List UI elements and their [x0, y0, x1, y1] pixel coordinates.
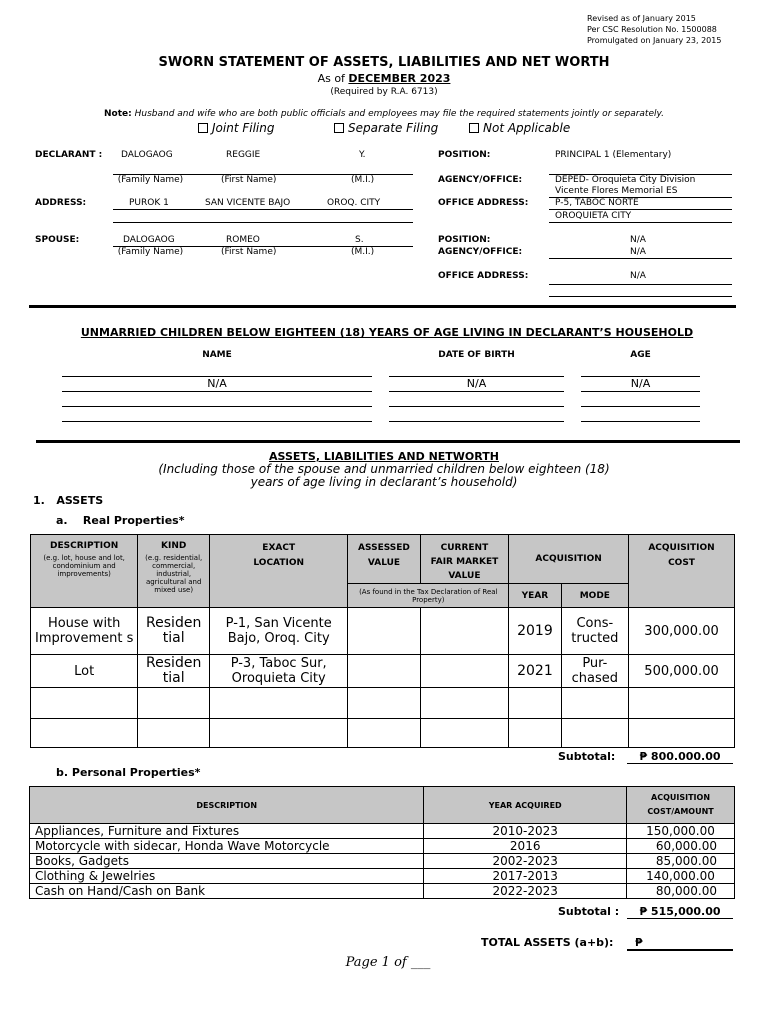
- personal-subtotal-label: Subtotal :: [558, 905, 620, 918]
- declarant-family-name: DALOGAOG: [121, 150, 173, 160]
- as-of-line: [0, 72, 768, 85]
- children-col-name: NAME: [202, 350, 232, 360]
- spouse-agency-value: N/A: [630, 247, 646, 257]
- table-row: Books, Gadgets 2002-2023 85,000.00: [30, 854, 735, 869]
- real-col-location: EXACT LOCATION: [210, 535, 348, 608]
- spouse-mi-caption: (M.I.): [351, 247, 375, 257]
- real-col-cost: ACQUISITION COST: [629, 535, 735, 608]
- spouse-office-address-label: OFFICE ADDRESS:: [438, 271, 529, 281]
- children-col-dob: DATE OF BIRTH: [438, 350, 515, 360]
- agency-line-2: Vicente Flores Memorial ES: [555, 186, 678, 196]
- personal-col-description: DESCRIPTION: [30, 787, 424, 824]
- declarant-first-name: REGGIE: [226, 150, 261, 160]
- agency-line-1: DEPED- Oroquieta City Division: [555, 175, 696, 185]
- table-row: [31, 719, 735, 748]
- real-col-acquisition: ACQUISITION: [509, 535, 629, 584]
- real-subtotal-label: Subtotal:: [558, 750, 616, 763]
- table-row: House with Improvement s Residen tial P-1, San Vicente Bajo, Oroq. City 2019 Cons- tructed 300,000.00: [31, 608, 735, 655]
- assets-subtitle-1: (Including those of the spouse and unmarried children below eighteen (18): [158, 462, 610, 476]
- position-label: POSITION:: [438, 150, 491, 160]
- real-subtotal-value: ₱ 800.000.00: [627, 750, 733, 764]
- child-dob: N/A: [466, 377, 487, 390]
- personal-subtotal-value: ₱ 515,000.00: [627, 905, 733, 919]
- spouse-family-name: DALOGAOG: [123, 235, 175, 245]
- personal-properties-table: [29, 786, 735, 899]
- declarant-label: DECLARANT :: [35, 150, 103, 160]
- not-applicable-option[interactable]: Not Applicable: [469, 121, 570, 135]
- revised-date: Revised as of January 2015: [587, 14, 696, 23]
- total-assets-label: TOTAL ASSETS (a+b):: [481, 936, 614, 949]
- promulgated-date: Promulgated on January 23, 2015: [587, 36, 722, 45]
- spouse-position-label: POSITION:: [438, 235, 491, 245]
- position-value: PRINCIPAL 1 (Elementary): [555, 150, 672, 160]
- table-row: Cash on Hand/Cash on Bank 2022-2023 80,000.00: [30, 884, 735, 899]
- assets-label: 1. ASSETS: [33, 494, 104, 507]
- spouse-family-name-caption: (Family Name): [117, 247, 184, 257]
- page-number: Page 1 of ___: [345, 955, 431, 970]
- csc-resolution: Per CSC Resolution No. 1500088: [587, 25, 717, 34]
- table-row: Appliances, Furniture and Fixtures 2010-2023 150,000.00: [30, 824, 735, 839]
- real-col-kind: KIND (e.g. residential, commercial, industrial, agricultural and mixed use): [138, 535, 210, 608]
- spouse-first-name-caption: (First Name): [221, 247, 277, 257]
- personal-table-header: [30, 787, 735, 824]
- child-name: N/A: [207, 377, 227, 390]
- address-line-3: OROQ. CITY: [327, 198, 381, 208]
- assets-section-title: ASSETS, LIABILITIES AND NETWORTH: [269, 450, 499, 463]
- as-of-label: As of: [317, 72, 345, 85]
- table-row: [31, 688, 735, 719]
- real-col-mode: MODE: [561, 584, 628, 608]
- assets-subtitle-2: years of age living in declarant’s household): [250, 475, 518, 489]
- table-row: Motorcycle with sidecar, Honda Wave Motorcycle 2016 60,000.00: [30, 839, 735, 854]
- spouse-first-name: ROMEO: [226, 235, 260, 245]
- spouse-agency-label: AGENCY/OFFICE:: [438, 247, 523, 257]
- personal-properties-label: b. Personal Properties*: [56, 766, 201, 779]
- address-line-2: SAN VICENTE BAJO: [205, 198, 291, 208]
- spouse-label: SPOUSE:: [35, 235, 80, 245]
- spouse-mi: S.: [355, 235, 364, 245]
- real-col-assessed: ASSESSED VALUE: [348, 535, 420, 584]
- personal-col-year: YEAR ACQUIRED: [424, 787, 627, 824]
- total-assets-value: ₱: [627, 936, 733, 951]
- child-age: N/A: [630, 377, 651, 390]
- real-properties-label: a. Real Properties*: [56, 514, 185, 527]
- address-label: ADDRESS:: [35, 198, 87, 208]
- real-tax-note: (As found in the Tax Declaration of Real Property): [348, 584, 509, 608]
- checkbox-icon[interactable]: [334, 123, 344, 133]
- first-name-caption: (First Name): [221, 175, 277, 185]
- mi-caption: (M.I.): [351, 175, 375, 185]
- table-row: Lot Residen tial P-3, Taboc Sur, Oroquieta City 2021 Pur- chased 500,000.00: [31, 655, 735, 688]
- revision-info: [587, 13, 721, 46]
- table-row: Clothing & Jewelries 2017-2013 140,000.00: [30, 869, 735, 884]
- real-col-fmv: CURRENT FAIR MARKET VALUE: [420, 535, 509, 584]
- real-col-description: DESCRIPTION (e.g. lot, house and lot, condominium and improvements): [31, 535, 138, 608]
- personal-col-cost: ACQUISITION COST/AMOUNT: [627, 787, 735, 824]
- real-table-header: [31, 535, 735, 584]
- children-col-age: AGE: [630, 350, 651, 360]
- note: [0, 109, 768, 119]
- joint-filing-option[interactable]: Joint Filing: [198, 121, 274, 135]
- children-title: UNMARRIED CHILDREN BELOW EIGHTEEN (18) YEARS OF AGE LIVING IN DECLARANT’S HOUSEHOLD: [80, 326, 694, 339]
- office-address-label: OFFICE ADDRESS:: [438, 198, 529, 208]
- spouse-office-address-value: N/A: [630, 271, 646, 281]
- real-col-year: YEAR: [509, 584, 561, 608]
- note-label: Note:: [104, 109, 132, 119]
- declarant-mi: Y.: [359, 150, 366, 160]
- page-title: SWORN STATEMENT OF ASSETS, LIABILITIES AND NET WORTH: [158, 55, 610, 70]
- required-by: (Required by R.A. 6713): [330, 87, 438, 97]
- real-properties-table: [30, 534, 735, 748]
- note-text: Husband and wife who are both public officials and employees may file the required statements jointly or separately.: [134, 109, 664, 119]
- office-address-line-1: P-5, TABOC NORTE: [555, 198, 639, 208]
- checkbox-icon[interactable]: [469, 123, 479, 133]
- office-address-line-2: OROQUIETA CITY: [555, 211, 632, 221]
- spouse-position-value: N/A: [630, 235, 646, 245]
- address-line-1: PUROK 1: [129, 198, 169, 208]
- checkbox-icon[interactable]: [198, 123, 208, 133]
- as-of-value: DECEMBER 2023: [348, 72, 451, 85]
- agency-label: AGENCY/OFFICE:: [438, 175, 523, 185]
- family-name-caption: (Family Name): [117, 175, 184, 185]
- separate-filing-option[interactable]: Separate Filing: [334, 121, 438, 135]
